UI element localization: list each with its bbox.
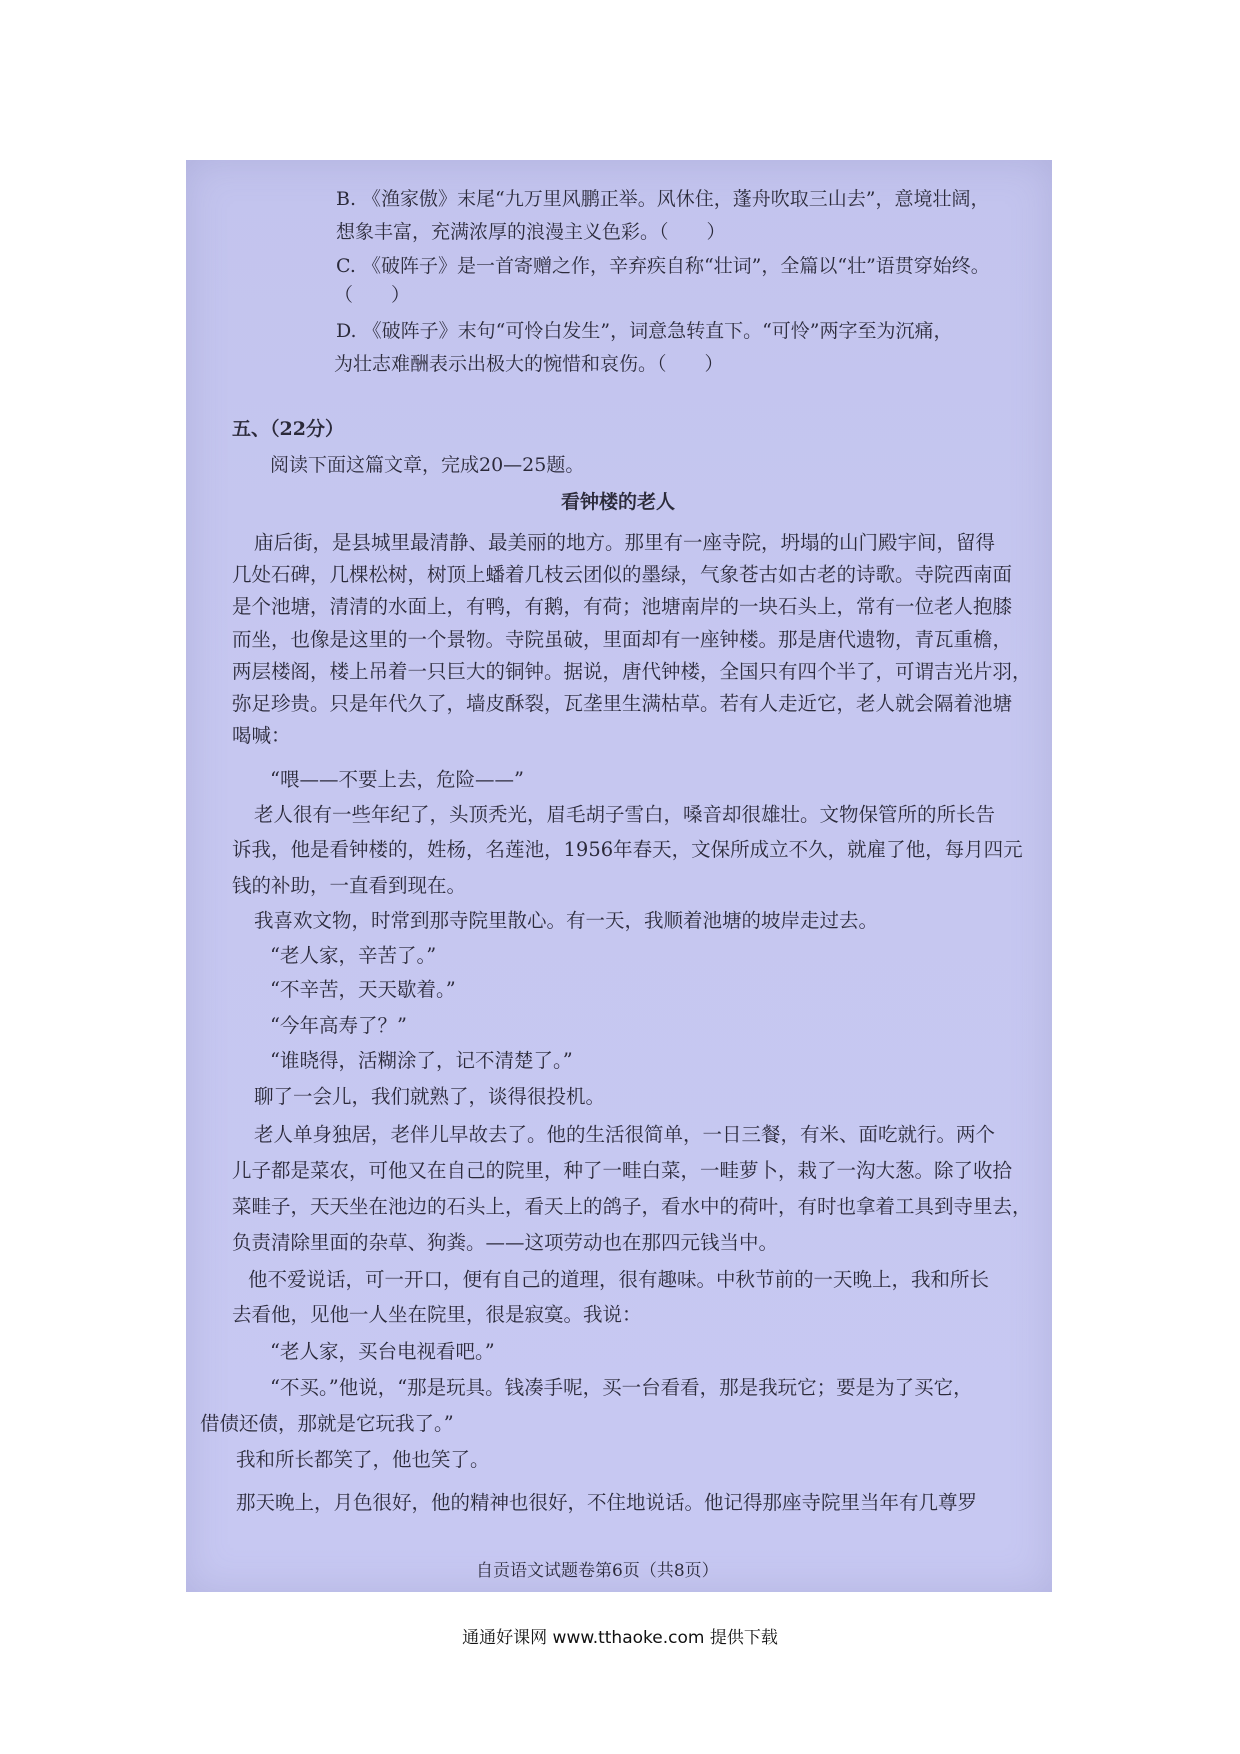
option-c-line-1: C. 《破阵子》是一首寄赠之作，辛弃疾自称“壮词”，全篇以“壮”语贯穿始终。 [336,255,990,277]
reading-instruction: 阅读下面这篇文章，完成20—25题。 [270,454,585,476]
article-line: 庙后街，是县城里最清静、最美丽的地方。那里有一座寺院，坍塌的山门殿宇间，留得 [254,531,996,554]
article-line: 我喜欢文物，时常到那寺院里散心。有一天，我顺着池塘的坡岸走过去。 [254,909,879,932]
article-line: 几处石碑，几棵松树，树顶上蟠着几枝云团似的墨绿，气象苍古如古老的诗歌。寺院西南面 [232,563,1013,586]
article-line: 他不爱说话，可一开口，便有自己的道理，很有趣味。中秋节前的一天晚上，我和所长 [248,1268,990,1291]
option-d-line-2: 为壮志难酬表示出极大的惋惜和哀伤。（ ） [334,353,724,375]
article-line: 而坐，也像是这里的一个景物。寺院虽破，里面却有一座钟楼。那是唐代遗物，青瓦重檐， [232,628,1013,651]
article-line: 聊了一会儿，我们就熟了，谈得很投机。 [254,1085,606,1108]
article-line: “老人家，辛苦了。” [270,944,437,967]
article-line: 老人单身独居，老伴儿早故去了。他的生活很简单，一日三餐，有米、面吃就行。两个 [254,1123,996,1146]
article-title: 看钟楼的老人 [561,491,676,513]
article-line: 我和所长都笑了，他也笑了。 [236,1448,490,1471]
article-line: “不辛苦，天天歇着。” [270,978,456,1001]
article-line: 负责清除里面的杂草、狗粪。——这项劳动也在那四元钱当中。 [232,1231,779,1254]
article-line: 钱的补助，一直看到现在。 [232,874,467,897]
article-line: 弥足珍贵。只是年代久了，墙皮酥裂，瓦垄里生满枯草。若有人走近它，老人就会隔着池塘 [232,692,1013,715]
article-line: 去看他，见他一人坐在院里，很是寂寞。我说： [232,1303,642,1326]
article-line: 两层楼阁，楼上吊着一只巨大的铜钟。据说，唐代钟楼，全国只有四个半了，可谓吉光片羽， [232,660,1032,683]
article-line: 借债还债，那就是它玩我了。” [200,1412,454,1435]
page-number-label: 自贡语文试题卷第6页（共8页） [476,1561,719,1581]
scanned-page-photo [186,160,1052,1592]
article-line: 喝喊： [232,724,291,747]
option-b-line-1: B. 《渔家傲》末尾“九万里风鹏正举。风休住，蓬舟吹取三山去”，意境壮阔， [336,188,990,210]
article-line: “谁晓得，活糊涂了，记不清楚了。” [270,1049,573,1072]
article-line: 那天晚上，月色很好，他的精神也很好，不住地说话。他记得那座寺院里当年有几尊罗 [236,1491,978,1514]
article-line: 诉我，他是看钟楼的，姓杨，名莲池，1956年春天，文保所成立不久，就雇了他，每月四元 [232,838,1023,861]
article-line: 是个池塘，清清的水面上，有鸭，有鹅，有荷；池塘南岸的一块石头上，常有一位老人抱膝 [232,595,1013,618]
section-heading: 五、（22分） [232,418,344,440]
article-line: “喂——不要上去，危险——” [270,768,524,791]
article-line: 菜畦子，天天坐在池边的石头上，看天上的鸽子，看水中的荷叶，有时也拿着工具到寺里去， [232,1195,1032,1218]
article-line: 儿子都是菜农，可他又在自己的院里，种了一畦白菜，一畦萝卜，栽了一沟大葱。除了收拾 [232,1159,1013,1182]
article-line: 老人很有一些年纪了，头顶秃光，眉毛胡子雪白，嗓音却很雄壮。文物保管所的所长告 [254,803,996,826]
option-b-line-2: 想象丰富，充满浓厚的浪漫主义色彩。（ ） [336,221,726,243]
article-line: “今年高寿了？” [270,1014,407,1037]
article-line: “老人家，买台电视看吧。” [270,1340,495,1363]
article-line: “不买。”他说，“那是玩具。钱凑手呢，买一台看看，那是我玩它；要是为了买它， [270,1376,973,1399]
option-c-line-2: （ ） [334,284,411,306]
option-d-line-1: D. 《破阵子》末句“可怜白发生”，词意急转直下。“可怜”两字至为沉痛， [336,320,953,342]
download-footer: 通通好课网 www.tthaoke.com 提供下载 [462,1628,778,1648]
